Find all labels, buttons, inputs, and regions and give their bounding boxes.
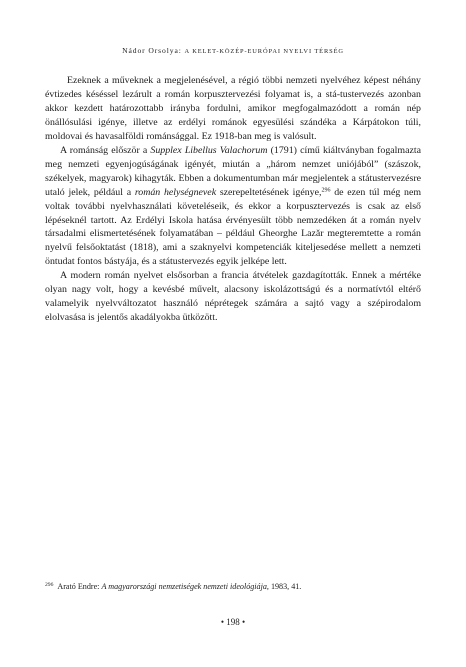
running-head: [0, 46, 466, 55]
paragraph-1: [45, 74, 421, 144]
running-head-author: Nádor Orsolya: [122, 46, 179, 55]
running-head-title: A KELET-KÖZÉP-EURÓPAI NYELVI TÉRSÉG: [184, 48, 344, 55]
paragraph-text: szerepeltetésének igénye,: [216, 186, 322, 198]
paragraph-text: de ezen túl még nem voltak további nyelvhasználati követeléseik, és ekkor a korpusztervezés is csak az első lépéseknél tartott. Az Erdélyi Iskola hatása érvényesült több nemzedéken át a román nyelv társadalmi elismertetésének folyamatában – például Gheorghe Lazăr megteremtette a román nyelvű felsőoktatást (1818), ami a szaknyelvi kompetenciák kiteljesedése mellett a nemzeti öntudat fontos bástyája, és a státustervezés egyik jelképe lett.: [45, 186, 422, 268]
body-text: [45, 74, 421, 325]
document-title-italic: Supplex Libellus Valachorum: [150, 144, 268, 156]
paragraph-text: Ezeknek a műveknek a megjelenésével, a régió többi nemzeti nyelvéhez képest néhány évtizedes késéssel lezárult a román korpusztervezési folyamat is, a stá-tustervezés azonban akkor kezdett határozottabb irányba fordulni, amikor megfogalmazódott a román nép önállósulási igénye, illetve az erdélyi románok egyesülési szándéka a Kárpátokon túli, moldovai és havasalföldi románsággal. Ez 1918-ban meg is valósult.: [45, 75, 421, 142]
running-head-separator: :: [178, 46, 185, 55]
footnote-author: Arató Endre:: [57, 582, 102, 591]
footnote-title: A magyarországi nemzetiségek nemzeti ideológiája: [101, 582, 267, 591]
paragraph-text: A modern román nyelvet elsősorban a francia átvételek gazdagították. Ennek a mértéke olyan nagy volt, hogy a kevésbé művelt, alacsony iskolázottságú és a normatívtól eltérő valamelyik nyelvváltozatot használó néprétegek számára a sajtó vagy a szépirodalom elolvasása is jelentős akadályokba ütközött.: [45, 270, 421, 324]
paragraph-text: A románság először a: [60, 144, 151, 156]
footnote: [45, 581, 421, 592]
footnote-number: 296: [45, 582, 54, 588]
footnote-rest: , 1983, 41.: [266, 582, 302, 591]
paragraph-2: [45, 144, 421, 270]
emphasis-italic: román helységnevek: [134, 186, 217, 198]
footnote-reference[interactable]: 296: [321, 187, 331, 194]
paragraph-3: [45, 269, 421, 325]
paragraph-text: (1791) című kiáltványban fogalmazta meg nemzeti egyenjogúságának igényét, miután a „három nemzet uniójából” (szászok, székelyek, magyarok) kihagyták. Ebben a dokumentumban már megjelentek a státustervezésre utaló jelek, például a: [45, 144, 421, 198]
page-number: • 198 •: [220, 617, 246, 627]
